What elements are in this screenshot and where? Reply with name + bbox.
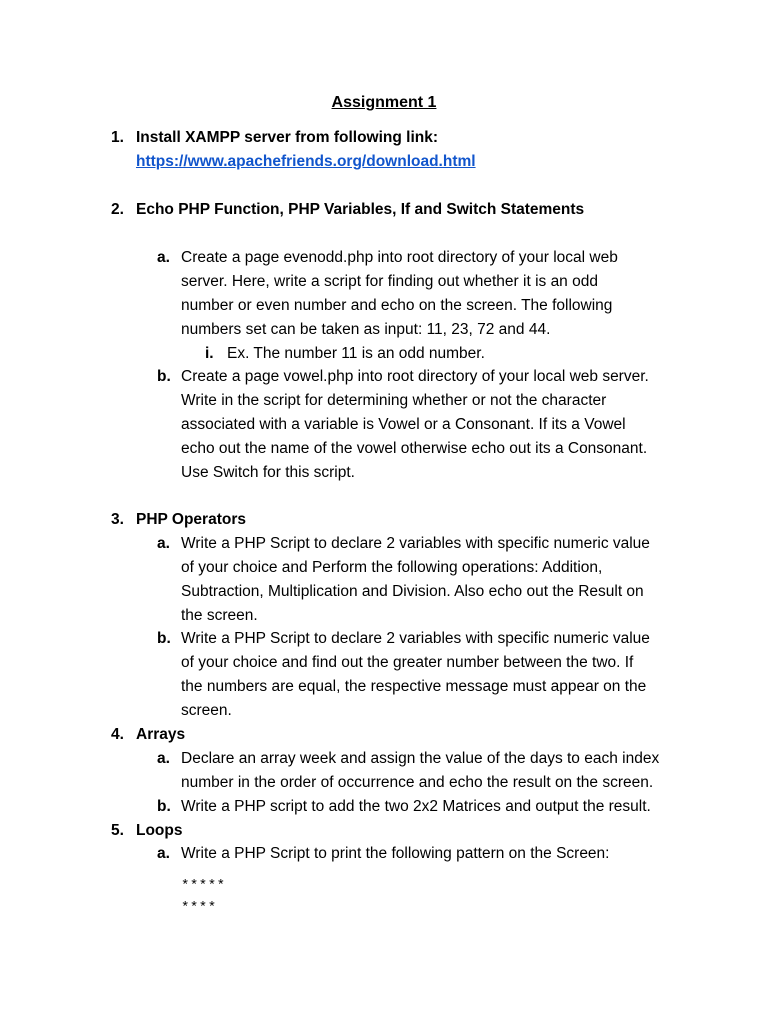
sub-letter: a. xyxy=(157,749,170,767)
paragraph-line: Create a page vowel.php into root directory of your local web server. xyxy=(181,368,649,385)
sub-letter: a. xyxy=(157,249,170,266)
sub-letter: a. xyxy=(157,845,170,863)
pattern-row: **** xyxy=(181,900,217,916)
paragraph-line: of your choice and Perform the following operations: Addition, xyxy=(181,558,603,576)
item-heading: Loops xyxy=(136,821,183,839)
item-4 xyxy=(0,723,768,747)
download-link[interactable]: https://www.apachefriends.org/download.html xyxy=(136,152,476,170)
roman-numeral: i. xyxy=(205,344,214,362)
item-heading: Arrays xyxy=(136,726,186,744)
paragraph-line: Subtraction, Multiplication and Division. Also echo out the Result on xyxy=(181,582,644,600)
item-number: 2. xyxy=(111,201,124,218)
item-heading: Echo PHP Function, PHP Variables, If and Switch Statements xyxy=(136,201,585,218)
paragraph-line: Write in the script for determining whether or not the character xyxy=(181,391,607,409)
star-pattern xyxy=(0,875,768,919)
item-number: 4. xyxy=(111,726,124,744)
sub-letter: b. xyxy=(157,630,171,648)
sub-letter: b. xyxy=(157,797,171,815)
sub-letter: a. xyxy=(157,534,170,552)
item-heading: PHP Operators xyxy=(136,511,246,528)
paragraph-line: numbers set can be taken as input: 11, 23, 72 and 44. xyxy=(181,320,551,338)
example-text: Ex. The number 11 is an odd number. xyxy=(227,344,485,362)
item-number: 5. xyxy=(111,821,124,839)
paragraph-line: Write a PHP script to add the two 2x2 Matrices and output the result. xyxy=(181,797,651,815)
paragraph-line: Create a page evenodd.php into root directory of your local web xyxy=(181,249,618,266)
item-2-sub-a xyxy=(0,246,768,365)
item-number: 1. xyxy=(111,129,124,146)
item-5 xyxy=(0,819,768,843)
item-2-sub-b xyxy=(0,365,768,484)
paragraph-line: Write a PHP Script to declare 2 variables with specific numeric value xyxy=(181,630,650,648)
paragraph-line: of your choice and find out the greater number between the two. If xyxy=(181,654,634,672)
pattern-row: ***** xyxy=(181,878,226,894)
item-number: 3. xyxy=(111,511,124,528)
paragraph-line: the screen. xyxy=(181,606,258,624)
item-1 xyxy=(0,126,768,174)
paragraph-line: Write a PHP Script to print the following pattern on the Screen: xyxy=(181,845,610,863)
paragraph-line: number in the order of occurrence and echo the result on the screen. xyxy=(181,773,654,791)
sub-letter: b. xyxy=(157,368,171,385)
paragraph-line: the numbers are equal, the respective message must appear on the xyxy=(181,678,647,696)
paragraph-line: Declare an array week and assign the value of the days to each index xyxy=(181,749,660,767)
item-2 xyxy=(0,198,768,222)
paragraph-line: Use Switch for this script. xyxy=(181,463,355,481)
paragraph-line: number or even number and echo on the screen. The following xyxy=(181,296,613,314)
paragraph-line: server. Here, write a script for finding out whether it is an odd xyxy=(181,272,598,290)
item-3 xyxy=(0,508,768,866)
paragraph-line: screen. xyxy=(181,702,232,720)
paragraph-line: associated with a variable is Vowel or a Consonant. If its a Vowel xyxy=(181,415,626,433)
item-heading: Install XAMPP server from following link: xyxy=(136,129,439,146)
page-title: Assignment 1 xyxy=(331,94,437,111)
paragraph-line: Write a PHP Script to declare 2 variables with specific numeric value xyxy=(181,534,650,552)
paragraph-line: echo out the name of the vowel otherwise echo out its a Consonant. xyxy=(181,439,648,457)
